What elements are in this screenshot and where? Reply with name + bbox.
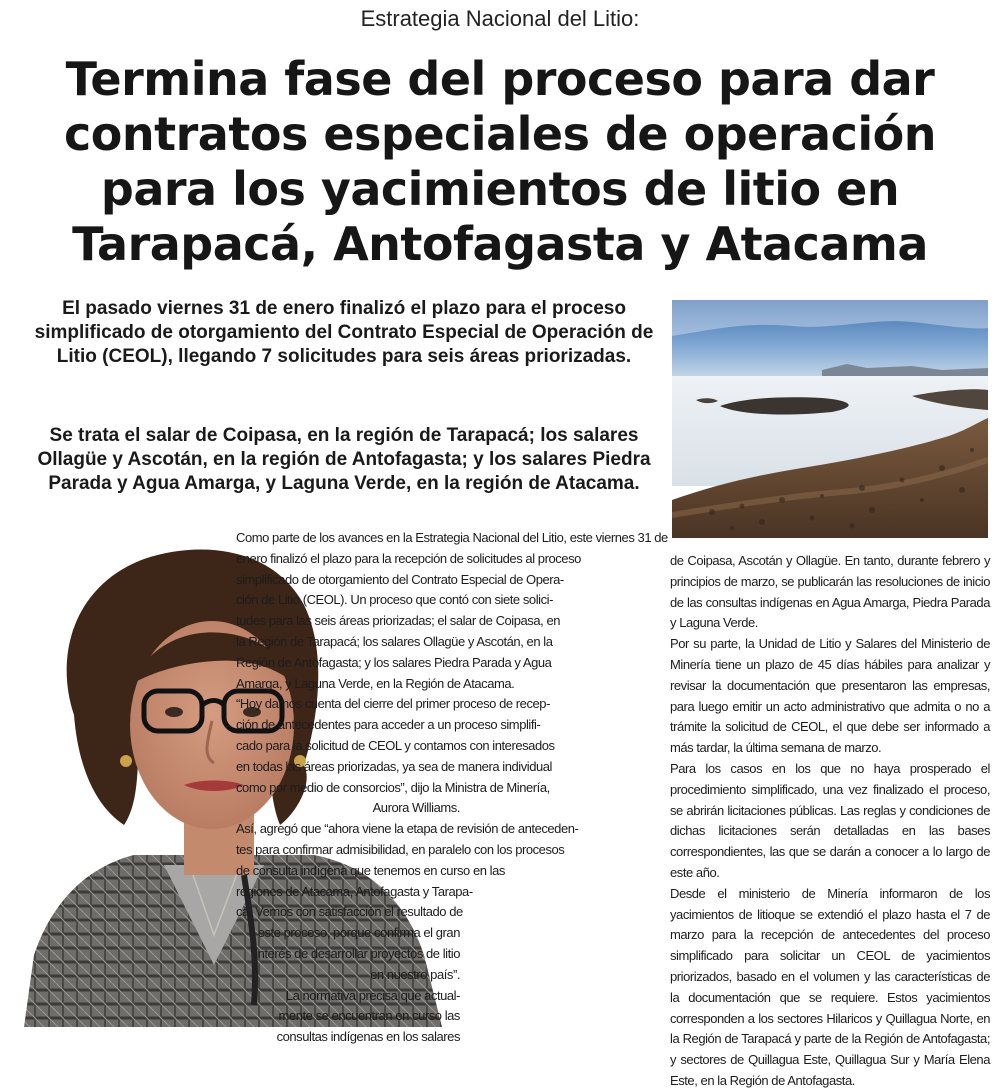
body-line: Región de Antofagasta; y los salares Piedra Parada y Agua [236,654,552,670]
body-line: de consulta indígena que tenemos en curso en las [236,862,505,878]
body-line: mente se encuentran en curso las [278,1008,460,1024]
body-line: Aurora Williams. [372,800,460,816]
body-line: la Región de Tarapacá; los salares Ollagüe y Ascotán, en la [236,633,553,649]
headline-line: para los yacimientos de litio en [100,162,900,216]
body-line: como por medio de consorcios”, dijo la Ministra de Minería, [236,779,550,795]
article-headline [10,52,990,272]
lead-paragraph-1: El pasado viernes 31 de enero finalizó el plazo para el proceso simplificado de otorgamiento del Contrato Especial de Operación de Litio (CEOL), llegando 7 solicitudes para seis áreas priorizadas. [34,298,654,367]
body-column-right [670,551,990,1088]
body-line: Como parte de los avances en la Estrategia Nacional del Litio, este viernes 31 de [236,530,668,545]
lead-paragraph-2: Se trata el salar de Coipasa, en la región de Tarapacá; los salares Ollagüe y Ascotán, en la región de Antofagasta; y los salares Piedra Parada y Agua Amarga, y Laguna Verde, en la región de Atacama. [37,425,651,494]
body-line: cado para la solicitud de CEOL y contamos con interesados [236,737,555,753]
body-line: interés de desarrollar proyectos de litio [255,945,460,961]
body-paragraph: de Coipasa, Ascotán y Ollagüe. En tanto, durante febrero y principios de marzo, se publicarán las resoluciones de inicio de las consultas indígenas en Agua Amarga, Piedra Parada y Laguna Verde. [670,553,990,631]
body-line: Así, agregó que “ahora viene la etapa de revisión de anteceden- [236,821,579,837]
body-line: simplificado de otorgamiento del Contrato Especial de Opera- [236,571,564,587]
body-line: consultas indígenas en los salares [276,1029,460,1045]
salt-flat-landscape-photo [672,300,988,538]
body-paragraph: Para los casos en los que no haya prosperado el procedimiento simplificado, una vez finalizado el proceso, se abrirán licitaciones públicas. Las reglas y condiciones de dichas licitaciones serán detalladas en las bases correspondientes, las que se darán a conocer a lo largo de este año. [670,760,990,880]
body-line: cá. Vemos con satisfacción el resultado de [236,904,463,920]
headline-line: Termina fase del proceso para dar [65,52,935,106]
body-column-left [236,528,668,1045]
body-line: “Hoy damos cuenta del cierre del primer proceso de recep- [236,696,550,712]
body-line: en nuestro país”. [370,966,460,982]
article-kicker: Estrategia Nacional del Litio: [360,6,640,31]
body-line: La normativa precisa que actual- [285,987,460,1003]
body-paragraph: Por su parte, la Unidad de Litio y Salares del Ministerio de Minería tiene un plazo de 45 días hábiles para analizar y revisar la documentación que presentaron las empresas, para luego emitir un acto administrativo que admita o no a trámite la solicitud de CEOL, el que debe ser informado a más tardar, la última semana de marzo. [670,636,990,756]
body-line: regiones de Atacama, Antofagasta y Tarapa- [236,883,473,899]
body-line: en todas las áreas priorizadas, ya sea de manera individual [236,758,552,774]
body-line: tudes para las seis áreas priorizadas; el salar de Coipasa, en [236,613,561,629]
body-paragraph: Desde el ministerio de Minería informaron de los yacimientos de litioque se extendió el plazo hasta el 7 de marzo para la recepción de antecedentes del proceso simplificado para solicitar un CEOL de yacimientos priorizados, basado en el volumen y las características de la documentación que se requiere. Estos yacimientos corresponden a los sectores Hilaricos y Quillagua Norte, en la Región de Tarapacá y parte de la Región de Antofagasta; y sectores de Quillagua Este, Quillagua Sur y María Elena Este, en la Región de Antofagasta. [670,885,990,1088]
body-line: este proceso, porque confirma el gran [257,925,460,941]
body-line: tes para confirmar admisibilidad, en paralelo con los procesos [236,841,565,857]
headline-line: Tarapacá, Antofagasta y Atacama [72,217,928,271]
body-line: ción de Litio (CEOL). Un proceso que contó con siete solici- [236,592,553,608]
body-line: ción de antecedentes para acceder a un proceso simplifi- [236,717,541,733]
headline-line: contratos especiales de operación [64,107,936,161]
body-line: Amarga, y Laguna Verde, en la Región de Atacama. [236,675,515,691]
body-line: enero finalizó el plazo para la recepción de solicitudes al proceso [236,550,581,566]
